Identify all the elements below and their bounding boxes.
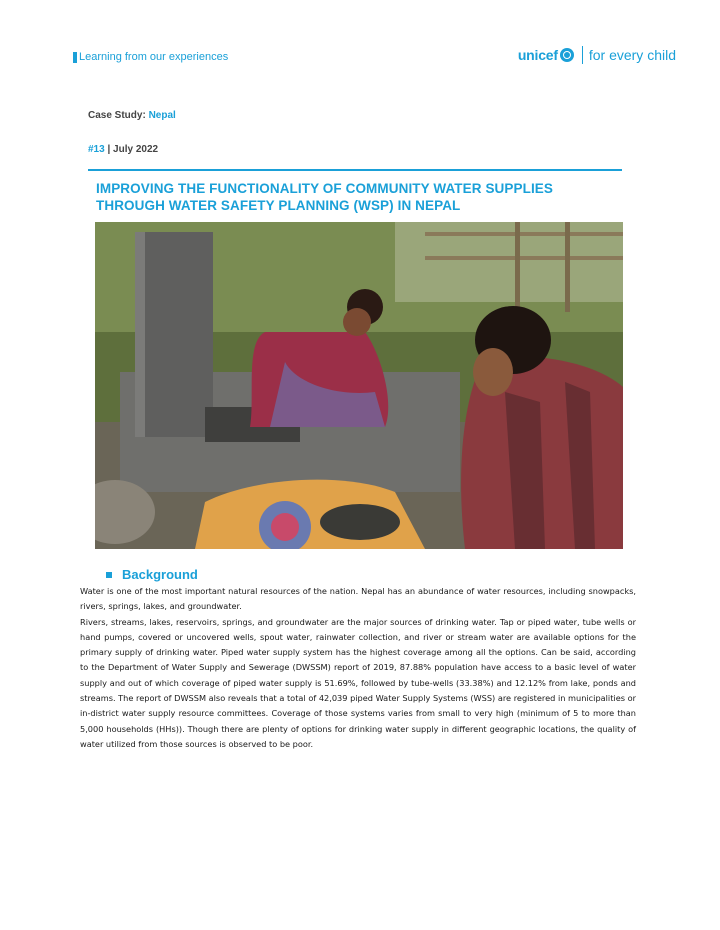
- cover-photo: [95, 222, 623, 549]
- title-rule: [88, 169, 622, 171]
- issue-number: #13: [88, 144, 105, 155]
- section-bullet: [106, 572, 112, 578]
- series-label-text: Learning from our experiences: [79, 51, 229, 63]
- logo-divider: [582, 46, 583, 64]
- issue-separator: |: [104, 144, 114, 155]
- brand-name: unicef: [517, 47, 558, 63]
- section-heading-text: Background: [122, 567, 198, 582]
- brand-tagline: for every child: [588, 47, 676, 63]
- series-marker: [73, 52, 77, 63]
- issue-line: [88, 144, 158, 155]
- cover-photo-illustration: [95, 222, 623, 549]
- unicef-globe-icon: [560, 48, 574, 62]
- background-body: [80, 584, 636, 752]
- case-study-line: [88, 110, 176, 121]
- section-heading: [106, 567, 198, 582]
- body-paragraph: Water is one of the most important natural resources of the nation. Nepal has an abundance of water resources, including snowpacks, rivers, springs, lakes, and groundwater.: [80, 586, 636, 612]
- case-study-country: Nepal: [148, 110, 176, 121]
- body-paragraph: Rivers, streams, lakes, reservoirs, springs, and groundwater are the major sources of drinking water. Tap or piped water, tube wells or hand pumps, covered or uncovered wells, spout water, rainwater collection, and river or stream water are available options for the primary supply of drinking water. Piped water supply system has the highest coverage among all the options. Can be said, according to the Department of Water Supply and Sewerage (DWSSM) report of 2019, 87.88% population have access to a basic level of water supply and out of which coverage of piped water supply is 51.69%, followed by tube-wells (33.38%) and 12.12% from lake, ponds and streams. The report of DWSSM also reveals that a total of 42,039 piped Water Supply Systems (WSS) are registered in municipalities or in-district water supply resource committees. Coverage of those systems varies from small to very high (minimum of 5 to more than 5,000 households (HHs)). Though there are plenty of options for drinking water supply in different geographic locations, the quality of water utilized from those sources is observed to be poor.: [80, 616, 636, 749]
- unicef-logo: [518, 46, 676, 64]
- page-title: IMPROVING THE FUNCTIONALITY OF COMMUNITY WATER SUPPLIES THROUGH WATER SAFETY PLANNING (WSP) IN NEPAL: [96, 181, 554, 213]
- issue-date: July 2022: [113, 144, 159, 155]
- series-label: [73, 51, 228, 63]
- case-study-label: Case Study:: [88, 110, 146, 121]
